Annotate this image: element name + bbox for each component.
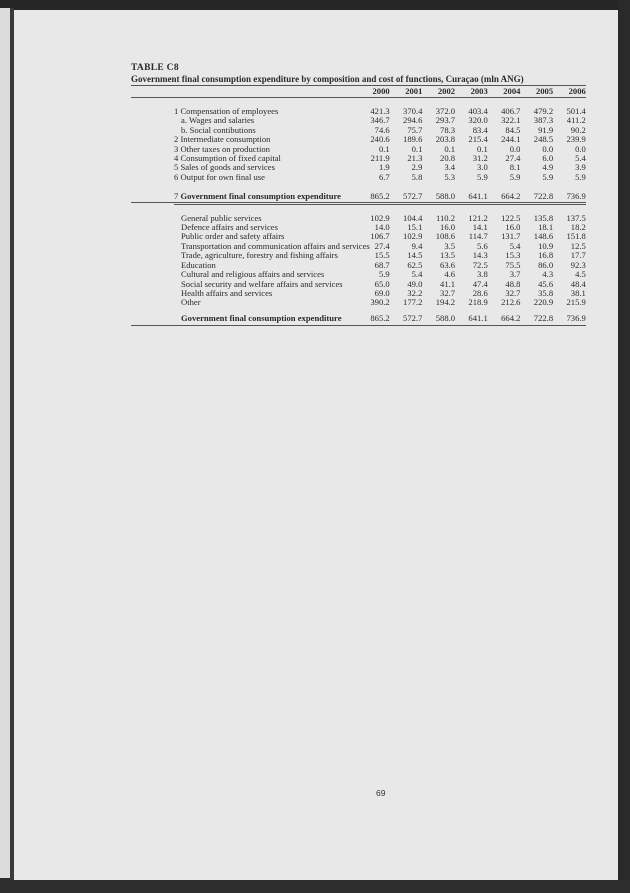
total-label [131,192,357,201]
value-cell: 641.1 [468,191,488,202]
value-cell: 865.2 [370,191,390,202]
value-cell: 12.5 [570,240,586,251]
value-cell: 49.0 [407,278,423,289]
value-cell: 588.0 [435,191,456,202]
value-cell: 4.3 [542,269,554,280]
value-cell: 9.4 [411,240,423,251]
year-header: 2004 [503,86,521,96]
row-label: a. Wages and salaries [181,115,255,126]
value-cell: 137.5 [566,212,586,223]
value-cell: 641.1 [468,312,488,323]
value-cell: 421.3 [370,106,390,116]
scan-border-right [618,0,630,893]
value-cell: 114.7 [468,231,488,242]
value-cell: 5.8 [411,171,423,182]
table-row [131,298,586,307]
value-cell: 90.2 [570,124,586,135]
value-cell: 322.1 [501,115,521,126]
row-label: 6 Output for own final use [174,171,265,182]
value-cell: 3.0 [477,162,488,173]
value-cell: 15.5 [374,250,390,261]
value-cell: 74.6 [374,124,390,135]
value-cell: 240.6 [370,134,390,145]
value-cell: 387.3 [533,115,554,126]
value-cell: 0.1 [378,143,390,154]
value-cell: 21.3 [407,153,423,164]
value-cell: 69.0 [374,287,390,298]
value-cell: 3.7 [509,269,521,280]
value-cell: 3.8 [477,269,488,280]
header-row [131,86,586,98]
value-cell: 736.9 [566,191,586,202]
table-title: Government final consumption expenditure by composition and cost of functions, Curaçao (mln ANG) [131,74,586,86]
value-cell: 75.5 [505,259,521,270]
value-cell: 411.2 [566,115,586,126]
value-cell: 406.7 [501,106,521,116]
row-label: General public services [181,212,262,223]
value-cell: 14.3 [472,250,488,261]
row-label: b. Social contibutions [181,124,256,135]
scan-border-top [0,0,630,10]
value-cell: 572.7 [403,191,423,202]
value-cell: 215.4 [468,134,488,145]
value-cell: 32.2 [407,287,423,298]
total-row-functions [131,314,586,326]
value-cell: 5.4 [575,153,586,164]
value-cell: 220.9 [533,297,554,308]
row-label: Public order and safety affairs [181,231,285,242]
value-cell: 32.7 [440,287,456,298]
value-cell: 16.8 [538,250,554,261]
total-label [131,314,357,323]
value-cell: 16.0 [505,222,521,233]
value-cell: 6.7 [378,171,390,182]
value-cell: 28.6 [472,287,488,298]
value-cell: 0.1 [477,143,488,154]
scan-border-bottom [0,880,630,893]
value-cell: 47.4 [472,278,488,289]
composition-section [131,107,586,182]
table-c8 [131,63,586,326]
value-cell: 106.7 [370,231,390,242]
value-cell: 211.9 [370,153,390,164]
value-cell: 32.7 [505,287,521,298]
value-cell: 479.2 [533,106,554,116]
value-cell: 0.0 [542,143,554,154]
value-cell: 48.8 [505,278,521,289]
row-label: 2 Intermediate consumption [174,134,271,145]
year-header: 2001 [405,86,423,96]
value-cell: 27.4 [505,153,521,164]
value-cell: 865.2 [370,312,390,323]
value-cell: 63.6 [440,259,456,270]
row-label: Cultural and religious affairs and services [181,269,325,280]
value-cell: 20.8 [440,153,456,164]
value-cell: 5.9 [378,269,390,280]
row-label: Other [181,297,201,308]
value-cell: 135.8 [533,212,554,223]
value-cell: 108.6 [435,231,456,242]
value-cell: 10.9 [538,240,554,251]
value-cell: 151.8 [566,231,586,242]
value-cell: 31.2 [472,153,488,164]
row-label: 3 Other taxes on production [174,143,270,154]
value-cell: 722.8 [533,312,554,323]
value-cell: 68.7 [374,259,390,270]
value-cell: 102.9 [403,231,423,242]
total-row-composition [131,191,586,202]
row-label: Health affairs and services [181,287,273,298]
value-cell: 736.9 [566,312,586,323]
year-header: 2002 [437,86,456,96]
row-label: Transportation and communication affairs and services [181,240,370,251]
value-cell: 0.1 [444,143,456,154]
value-cell: 62.5 [407,259,423,270]
value-cell: 218.9 [468,297,488,308]
value-cell: 320.0 [468,115,488,126]
value-cell: 403.4 [468,106,488,116]
value-cell: 8.1 [509,162,521,173]
value-cell: 212.6 [501,297,521,308]
value-cell: 121.2 [468,212,488,223]
value-cell: 4.9 [542,162,554,173]
value-cell: 18.1 [538,222,554,233]
value-cell: 1.9 [378,162,390,173]
value-cell: 3.9 [575,162,586,173]
value-cell: 65.0 [374,278,390,289]
value-cell: 4.5 [575,269,586,280]
value-cell: 86.0 [538,259,554,270]
value-cell: 664.2 [501,312,521,323]
value-cell: 83.4 [472,124,488,135]
value-cell: 370.4 [403,106,423,116]
value-cell: 104.4 [403,212,423,223]
value-cell: 588.0 [435,312,456,323]
value-cell: 293.7 [435,115,456,126]
value-cell: 15.3 [505,250,521,261]
value-cell: 78.3 [440,124,456,135]
value-cell: 131.7 [501,231,521,242]
value-cell: 239.9 [566,134,586,145]
total-number: 7 [174,191,179,202]
value-cell: 5.9 [509,171,521,182]
total-label-text: Government final consumption expenditure [181,312,342,323]
value-cell: 2.9 [411,162,423,173]
value-cell: 148.6 [533,231,554,242]
value-cell: 4.6 [444,269,456,280]
value-cell: 244.1 [501,134,521,145]
year-header: 2005 [535,86,554,96]
value-cell: 17.7 [570,250,586,261]
total-label-text: Government final consumption expenditure [180,191,341,202]
functions-section [131,214,586,308]
value-cell: 91.9 [538,124,554,135]
value-cell: 189.6 [403,134,423,145]
value-cell: 5.9 [542,171,554,182]
value-cell: 572.7 [403,312,423,323]
value-cell: 0.1 [411,143,423,154]
row-label: 1 Compensation of employees [174,106,279,116]
value-cell: 5.4 [411,269,423,280]
row-label: Education [181,259,216,270]
value-cell: 18.2 [570,222,586,233]
value-cell: 3.4 [444,162,456,173]
value-cell: 5.9 [477,171,488,182]
value-cell: 14.1 [472,222,488,233]
row-label: 5 Sales of goods and services [174,162,275,173]
value-cell: 203.8 [435,134,456,145]
value-cell: 48.4 [570,278,586,289]
value-cell: 664.2 [501,191,521,202]
value-cell: 501.4 [566,106,586,116]
header-label-cell [131,86,357,97]
value-cell: 215.9 [566,297,586,308]
value-cell: 84.5 [505,124,521,135]
value-cell: 45.6 [538,278,554,289]
value-cell: 248.5 [533,134,554,145]
value-cell: 0.0 [509,143,521,154]
value-cell: 5.9 [575,171,586,182]
value-cell: 14.5 [407,250,423,261]
table-label: TABLE C8 [131,63,179,73]
value-cell: 346.7 [370,115,390,126]
value-cell: 75.7 [407,124,423,135]
row-label: Defence affairs and services [181,222,278,233]
value-cell: 27.4 [374,240,390,251]
value-cell: 5.4 [509,240,521,251]
row-label: Trade, agriculture, forestry and fishing affairs [181,250,338,261]
value-cell: 3.5 [444,240,456,251]
value-cell: 294.6 [403,115,423,126]
year-header: 2006 [568,86,586,96]
value-cell: 0.0 [575,143,586,154]
value-cell: 372.0 [435,106,456,116]
year-header: 2000 [372,86,390,96]
value-cell: 177.2 [403,297,423,308]
value-cell: 122.5 [501,212,521,223]
value-cell: 722.8 [533,191,554,202]
value-cell: 38.1 [570,287,586,298]
value-cell: 5.6 [477,240,488,251]
row-label: Social security and welfare affairs and services [181,278,343,289]
value-cell: 72.5 [472,259,488,270]
value-cell: 16.0 [440,222,456,233]
value-cell: 14.0 [374,222,390,233]
value-cell: 390.2 [370,297,390,308]
value-cell: 41.1 [440,278,456,289]
value-cell: 5.3 [444,171,456,182]
row-label: 4 Consumption of fixed capital [174,153,281,164]
value-cell: 110.2 [436,212,456,223]
value-cell: 35.8 [538,287,554,298]
value-cell: 194.2 [435,297,456,308]
value-cell: 92.3 [570,259,586,270]
table-row [131,173,586,182]
value-cell: 15.1 [407,222,423,233]
year-header: 2003 [470,86,488,96]
value-cell: 6.0 [542,153,554,164]
page-number: 69 [376,788,386,798]
value-cell: 13.5 [440,250,456,261]
value-cell: 102.9 [370,212,390,223]
